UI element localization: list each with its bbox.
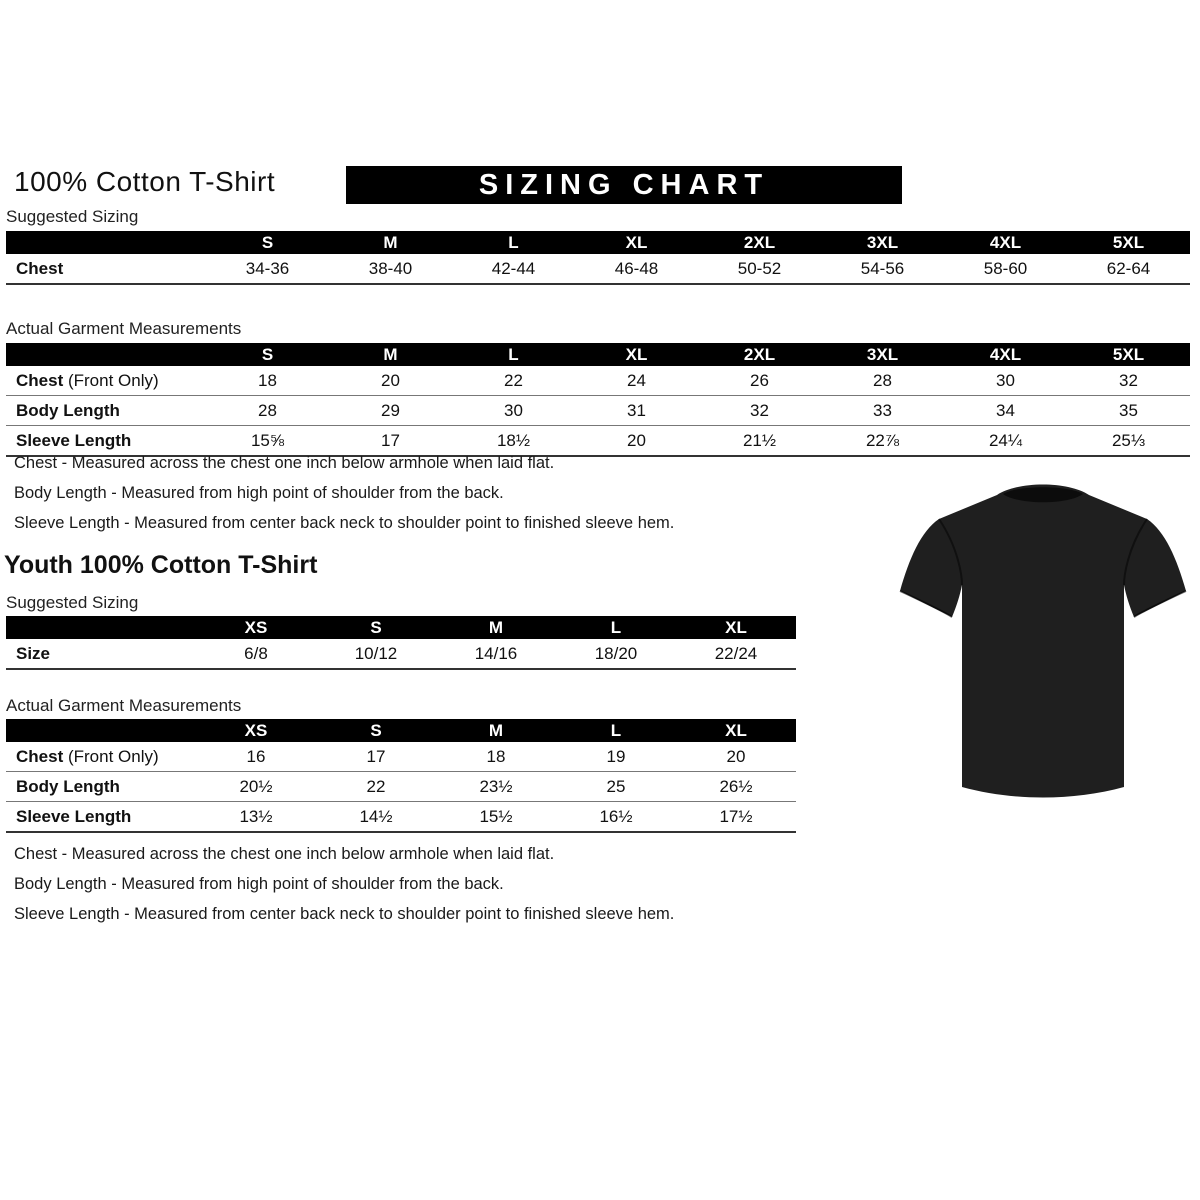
column-header: XL bbox=[725, 720, 747, 740]
youth-suggested-label: Suggested Sizing bbox=[6, 593, 139, 612]
table-cell: 34-36 bbox=[245, 258, 290, 278]
table-cell: 50-52 bbox=[737, 258, 782, 278]
table-cell: 18/20 bbox=[594, 643, 638, 663]
table-cell: 46-48 bbox=[614, 258, 659, 278]
table-cell: 32 bbox=[750, 400, 769, 420]
table-cell: 14½ bbox=[359, 806, 393, 826]
row-label: Chest bbox=[16, 258, 64, 278]
row-label bbox=[6, 747, 196, 767]
column-header: S bbox=[261, 232, 274, 252]
table-cell: 26½ bbox=[719, 776, 753, 796]
column-header: M bbox=[383, 232, 398, 252]
table-cell: 33 bbox=[873, 400, 892, 420]
table-cell: 62-64 bbox=[1106, 258, 1151, 278]
column-header: XS bbox=[244, 720, 268, 740]
table-cell: 17 bbox=[366, 746, 386, 766]
column-header: S bbox=[261, 344, 274, 364]
row-label: Sleeve Length bbox=[16, 806, 132, 826]
table-cell: 26 bbox=[750, 370, 769, 390]
tshirt-image bbox=[893, 477, 1193, 809]
column-header: L bbox=[508, 232, 519, 252]
column-header: 2XL bbox=[743, 344, 776, 364]
table-cell: 34 bbox=[996, 400, 1015, 420]
table-cell: 20 bbox=[381, 370, 400, 390]
table-cell: 24¼ bbox=[988, 430, 1023, 450]
table-cell: 16½ bbox=[599, 806, 633, 826]
table-row bbox=[6, 742, 796, 772]
column-header: XL bbox=[625, 344, 648, 364]
row-label: Size bbox=[16, 643, 51, 663]
table-row bbox=[6, 396, 1190, 426]
table-cell: 17 bbox=[381, 430, 400, 450]
table-cell: 35 bbox=[1119, 400, 1138, 420]
column-header: 5XL bbox=[1112, 232, 1145, 252]
column-header: 5XL bbox=[1112, 344, 1145, 364]
table-cell: 20½ bbox=[239, 776, 273, 796]
table-cell: 25⅓ bbox=[1111, 430, 1146, 450]
table-cell: 15½ bbox=[479, 806, 513, 826]
table-cell: 25 bbox=[606, 776, 626, 796]
page-title: 100% Cotton T-Shirt bbox=[14, 166, 276, 197]
table-cell: 18½ bbox=[496, 430, 531, 450]
column-header: 4XL bbox=[989, 232, 1022, 252]
table-cell: 14/16 bbox=[474, 643, 518, 663]
column-header: XL bbox=[625, 232, 648, 252]
row-label-suffix: (Front Only) bbox=[63, 746, 159, 766]
table-cell: 20 bbox=[627, 430, 646, 450]
column-header: 3XL bbox=[866, 344, 899, 364]
adult-actual-header-row bbox=[6, 343, 1190, 366]
tshirt-silhouette bbox=[893, 477, 1193, 809]
table-cell: 38-40 bbox=[368, 258, 413, 278]
column-header: L bbox=[610, 617, 622, 637]
row-label: Sleeve Length bbox=[16, 430, 132, 450]
note-body-length: Body Length - Measured from high point of shoulder from the back. bbox=[14, 484, 504, 502]
column-header: M bbox=[488, 720, 504, 740]
column-header: XL bbox=[725, 617, 747, 637]
table-cell: 20 bbox=[726, 746, 746, 766]
table-cell: 6/8 bbox=[244, 643, 268, 663]
youth-suggested-header-row bbox=[6, 616, 796, 639]
table-cell: 23½ bbox=[479, 776, 513, 796]
row-label-main: Chest bbox=[16, 370, 64, 390]
youth-actual-table bbox=[6, 719, 796, 833]
note-sleeve-length: Sleeve Length - Measured from center back neck to shoulder point to finished sleeve hem. bbox=[14, 514, 675, 532]
table-cell: 18 bbox=[258, 370, 277, 390]
table-row bbox=[6, 254, 1190, 285]
table-row bbox=[6, 639, 796, 670]
row-label-main: Chest bbox=[16, 746, 64, 766]
column-header: S bbox=[370, 720, 382, 740]
column-header: XS bbox=[244, 617, 268, 637]
adult-suggested-header-row bbox=[6, 231, 1190, 254]
youth-actual-label: Actual Garment Measurements bbox=[6, 696, 242, 715]
note-body-length: Body Length - Measured from high point of shoulder from the back. bbox=[14, 875, 504, 893]
row-label: Body Length bbox=[16, 400, 120, 420]
table-row bbox=[6, 772, 796, 802]
adult-suggested-table bbox=[6, 231, 1190, 285]
table-row bbox=[6, 802, 796, 833]
table-cell: 29 bbox=[381, 400, 400, 420]
row-label: Body Length bbox=[16, 776, 120, 796]
row-label-suffix: (Front Only) bbox=[63, 370, 159, 390]
adult-actual-label: Actual Garment Measurements bbox=[6, 319, 242, 338]
table-row bbox=[6, 426, 1190, 457]
table-cell: 22 bbox=[366, 776, 386, 796]
table-cell: 17½ bbox=[719, 806, 753, 826]
table-cell: 18 bbox=[486, 746, 506, 766]
note-sleeve-length: Sleeve Length - Measured from center back neck to shoulder point to finished sleeve hem. bbox=[14, 905, 675, 923]
table-cell: 30 bbox=[996, 370, 1015, 390]
table-cell: 30 bbox=[504, 400, 523, 420]
column-header: 2XL bbox=[743, 232, 776, 252]
table-cell: 21½ bbox=[742, 430, 777, 450]
youth-suggested-table bbox=[6, 616, 796, 670]
table-row bbox=[6, 366, 1190, 396]
table-cell: 22⅞ bbox=[865, 430, 900, 450]
table-cell: 22 bbox=[504, 370, 523, 390]
column-header: L bbox=[610, 720, 622, 740]
youth-title: Youth 100% Cotton T-Shirt bbox=[4, 551, 318, 579]
table-cell: 58-60 bbox=[983, 258, 1028, 278]
table-cell: 28 bbox=[258, 400, 277, 420]
column-header: 4XL bbox=[989, 344, 1022, 364]
table-cell: 15⅝ bbox=[250, 430, 285, 450]
column-header: 3XL bbox=[866, 232, 899, 252]
column-header: L bbox=[508, 344, 519, 364]
column-header: M bbox=[383, 344, 398, 364]
row-label bbox=[6, 371, 206, 391]
youth-actual-header-row bbox=[6, 719, 796, 742]
adult-actual-table bbox=[6, 343, 1190, 457]
table-cell: 24 bbox=[627, 370, 646, 390]
table-cell: 54-56 bbox=[860, 258, 905, 278]
table-cell: 22/24 bbox=[714, 643, 758, 663]
sizing-chart-banner: SIZING CHART bbox=[346, 166, 902, 204]
adult-suggested-label: Suggested Sizing bbox=[6, 207, 139, 226]
note-chest: Chest - Measured across the chest one inch below armhole when laid flat. bbox=[14, 454, 555, 472]
table-cell: 28 bbox=[873, 370, 892, 390]
table-cell: 32 bbox=[1119, 370, 1138, 390]
table-cell: 13½ bbox=[239, 806, 273, 826]
column-header: M bbox=[488, 617, 504, 637]
column-header: S bbox=[370, 617, 382, 637]
table-cell: 10/12 bbox=[354, 643, 398, 663]
table-cell: 19 bbox=[606, 746, 626, 766]
note-chest: Chest - Measured across the chest one inch below armhole when laid flat. bbox=[14, 845, 555, 863]
table-cell: 16 bbox=[246, 746, 266, 766]
table-cell: 42-44 bbox=[491, 258, 536, 278]
table-cell: 31 bbox=[627, 400, 646, 420]
